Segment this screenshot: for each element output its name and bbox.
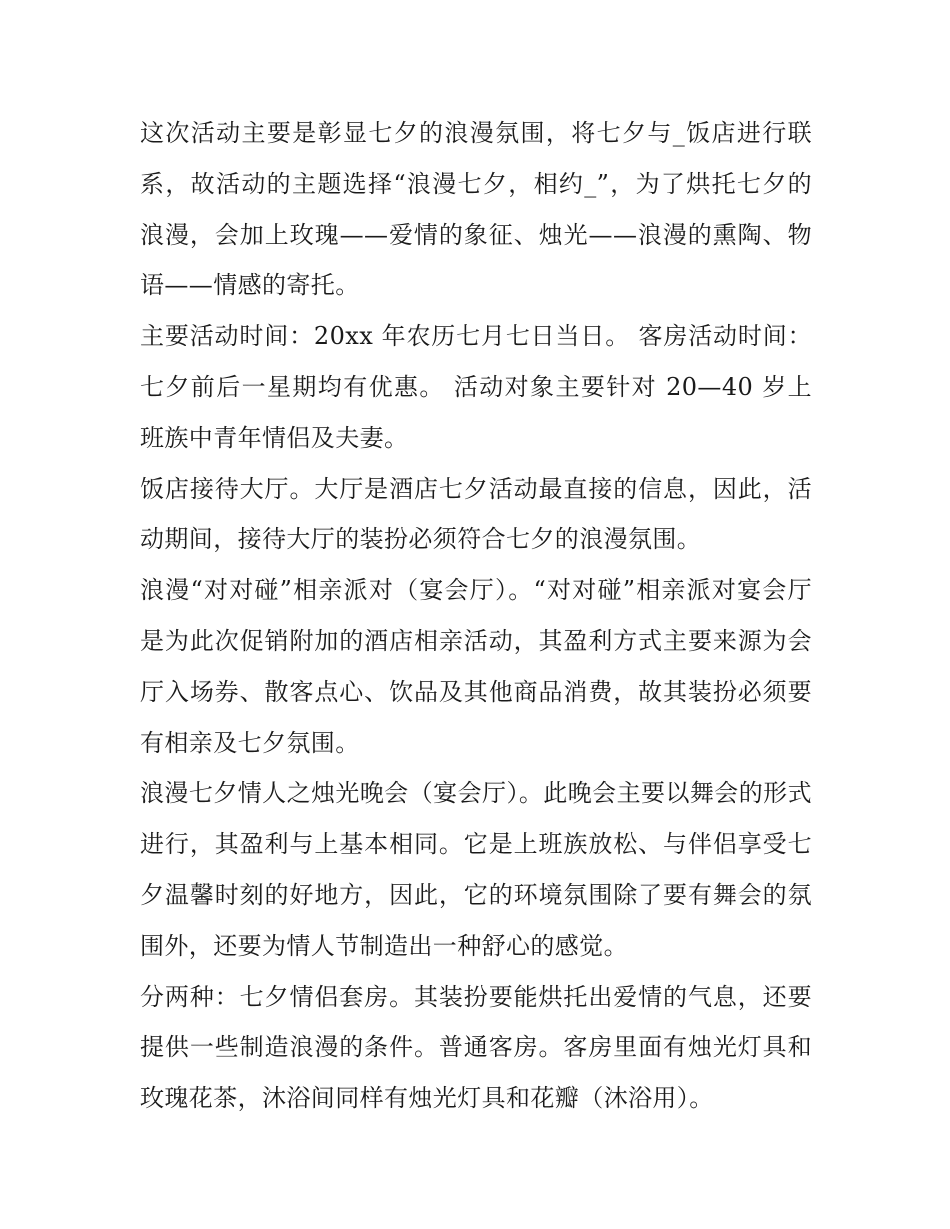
paragraph-guest-rooms: 分两种：七夕情侣套房。其装扮要能烘托出爱情的气息，还要提供一些制造浪漫的条件。普通客房。客房里面有烛光灯具和玫瑰花茶，沐浴间同样有烛光灯具和花瓣（沐浴用）。	[140, 982, 812, 1113]
paragraph-candlelight-party: 浪漫七夕情人之烛光晚会（宴会厅）。此晚会主要以舞会的形式进行，其盈利与上基本相同。它是上班族放松、与伴侣享受七夕温馨时刻的好地方，因此，它的环境氛围除了要有舞会的氛围外，还要为情人节制造出一种舒心的感觉。	[140, 779, 812, 960]
paragraph-lobby: 饭店接待大厅。大厅是酒店七夕活动最直接的信息，因此，活动期间，接待大厅的装扮必须符合七夕的浪漫氛围。	[140, 474, 812, 554]
paragraph-matchmaking-party: 浪漫“对对碰”相亲派对（宴会厅）。“对对碰”相亲派对宴会厅是为此次促销附加的酒店相亲活动，其盈利方式主要来源为会厅入场券、散客点心、饮品及其他商品消费，故其装扮必须要有相亲及七夕氛围。	[140, 576, 812, 757]
paragraph-theme: 这次活动主要是彰显七夕的浪漫氛围，将七夕与_饭店进行联系，故活动的主题选择“浪漫七夕，相约_”，为了烘托七夕的浪漫，会加上玫瑰——爱情的象征、烛光——浪漫的熏陶、物语——情感的寄托。	[140, 119, 812, 300]
document-body	[140, 108, 812, 1124]
paragraph-schedule: 主要活动时间：20xx 年农历七月七日当日。 客房活动时间：七夕前后一星期均有优惠。 活动对象主要针对 20—40 岁上班族中青年情侣及夫妻。	[140, 322, 812, 452]
